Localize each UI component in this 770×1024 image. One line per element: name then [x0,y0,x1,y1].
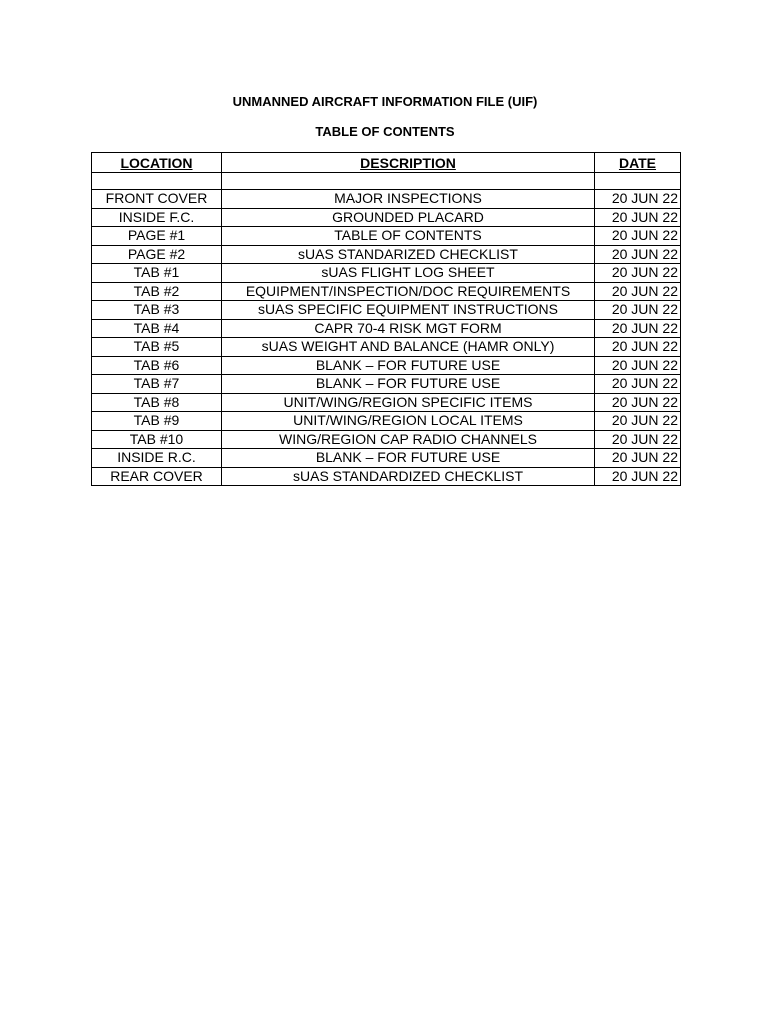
table-row [92,282,681,301]
description-cell: EQUIPMENT/INSPECTION/DOC REQUIREMENTS [222,282,595,301]
description-cell: UNIT/WING/REGION LOCAL ITEMS [222,412,595,431]
location-cell: TAB #4 [92,319,222,338]
table-row [92,356,681,375]
table-row [92,412,681,431]
location-column-header: LOCATION [92,153,222,173]
date-cell: 20 JUN 22 [595,412,681,431]
description-cell: sUAS SPECIFIC EQUIPMENT INSTRUCTIONS [222,301,595,320]
description-cell: TABLE OF CONTENTS [222,227,595,246]
date-cell: 20 JUN 22 [595,227,681,246]
table-row [92,338,681,357]
description-cell: sUAS STANDARDIZED CHECKLIST [222,467,595,486]
location-cell: TAB #9 [92,412,222,431]
location-cell: TAB #5 [92,338,222,357]
table-row [92,375,681,394]
description-column-header: DESCRIPTION [222,153,595,173]
location-cell: TAB #1 [92,264,222,283]
date-cell: 20 JUN 22 [595,245,681,264]
date-cell: 20 JUN 22 [595,282,681,301]
date-cell: 20 JUN 22 [595,319,681,338]
table-row [92,319,681,338]
blank-spacer-row [92,173,681,190]
date-cell: 20 JUN 22 [595,356,681,375]
location-cell: TAB #10 [92,430,222,449]
table-row [92,208,681,227]
date-cell: 20 JUN 22 [595,375,681,394]
document-title: UNMANNED AIRCRAFT INFORMATION FILE (UIF) [232,94,538,109]
table-row [92,301,681,320]
table-row [92,190,681,209]
description-cell: WING/REGION CAP RADIO CHANNELS [222,430,595,449]
document-subtitle: TABLE OF CONTENTS [315,124,455,139]
table-header-row [92,153,681,173]
table-row [92,227,681,246]
location-cell: REAR COVER [92,467,222,486]
description-cell: BLANK – FOR FUTURE USE [222,375,595,394]
description-cell: BLANK – FOR FUTURE USE [222,449,595,468]
table-row [92,430,681,449]
location-cell: TAB #8 [92,393,222,412]
location-cell: TAB #2 [92,282,222,301]
date-cell: 20 JUN 22 [595,190,681,209]
location-cell: FRONT COVER [92,190,222,209]
date-cell: 20 JUN 22 [595,264,681,283]
date-cell: 20 JUN 22 [595,393,681,412]
blank-cell [222,173,595,190]
description-cell: sUAS STANDARIZED CHECKLIST [222,245,595,264]
date-cell: 20 JUN 22 [595,208,681,227]
location-cell: INSIDE R.C. [92,449,222,468]
description-cell: sUAS WEIGHT AND BALANCE (HAMR ONLY) [222,338,595,357]
table-row [92,467,681,486]
table-row [92,393,681,412]
location-cell: TAB #6 [92,356,222,375]
table-row [92,264,681,283]
table-row [92,449,681,468]
location-cell: INSIDE F.C. [92,208,222,227]
location-cell: PAGE #2 [92,245,222,264]
location-cell: PAGE #1 [92,227,222,246]
date-cell: 20 JUN 22 [595,467,681,486]
description-cell: MAJOR INSPECTIONS [222,190,595,209]
description-cell: sUAS FLIGHT LOG SHEET [222,264,595,283]
table-entries [92,190,681,486]
description-cell: CAPR 70-4 RISK MGT FORM [222,319,595,338]
table-of-contents [91,152,681,486]
description-cell: UNIT/WING/REGION SPECIFIC ITEMS [222,393,595,412]
date-cell: 20 JUN 22 [595,338,681,357]
blank-cell [595,173,681,190]
date-cell: 20 JUN 22 [595,449,681,468]
location-cell: TAB #3 [92,301,222,320]
description-cell: BLANK – FOR FUTURE USE [222,356,595,375]
date-column-header: DATE [595,153,681,173]
blank-cell [92,173,222,190]
description-cell: GROUNDED PLACARD [222,208,595,227]
date-cell: 20 JUN 22 [595,430,681,449]
date-cell: 20 JUN 22 [595,301,681,320]
location-cell: TAB #7 [92,375,222,394]
table-row [92,245,681,264]
